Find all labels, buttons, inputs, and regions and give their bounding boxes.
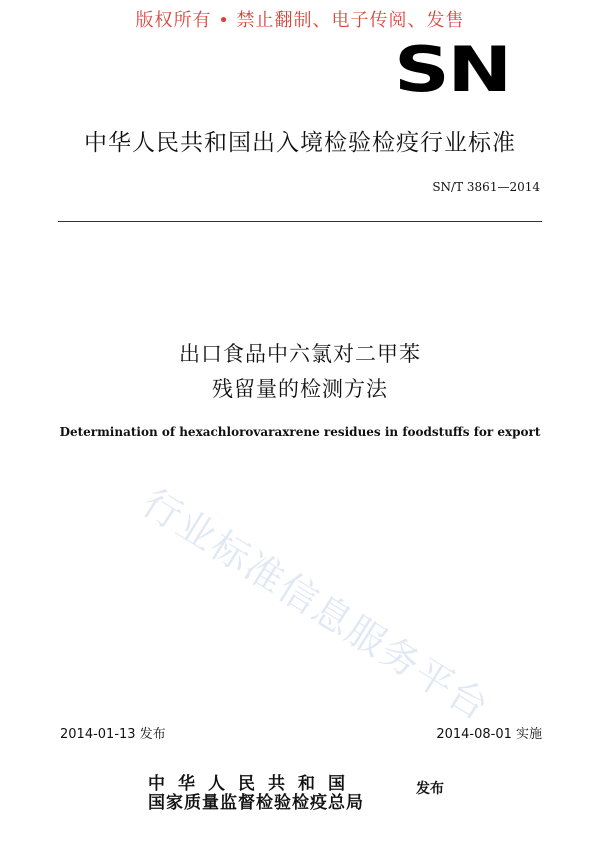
standard-code: SN/T 3861—2014 [432,180,540,194]
header-divider [58,221,542,222]
publish-label: 发布 [416,781,444,797]
issue-date: 2014-01-13 发布 [60,727,166,742]
issuer-agency: 国家质量监督检验检疫总局 [148,793,364,813]
title-en: Determination of hexachlorovaraxrene residues in foodstuffs for export [59,425,541,439]
title-cn-line1: 出口食品中六氯对二甲苯 [179,342,421,366]
sn-logo: SN [394,33,510,106]
issuer-country: 中华人民共和国 [148,774,358,794]
implement-date: 2014-08-01 实施 [436,727,542,742]
copyright-notice: 版权所有 • 禁止翻制、电子传阅、发售 [135,10,465,31]
standard-category: 中华人民共和国出入境检验检疫行业标准 [84,130,516,156]
watermark: 行业标准信息服务平台 [134,480,498,730]
title-cn-line2: 残留量的检测方法 [212,377,388,401]
